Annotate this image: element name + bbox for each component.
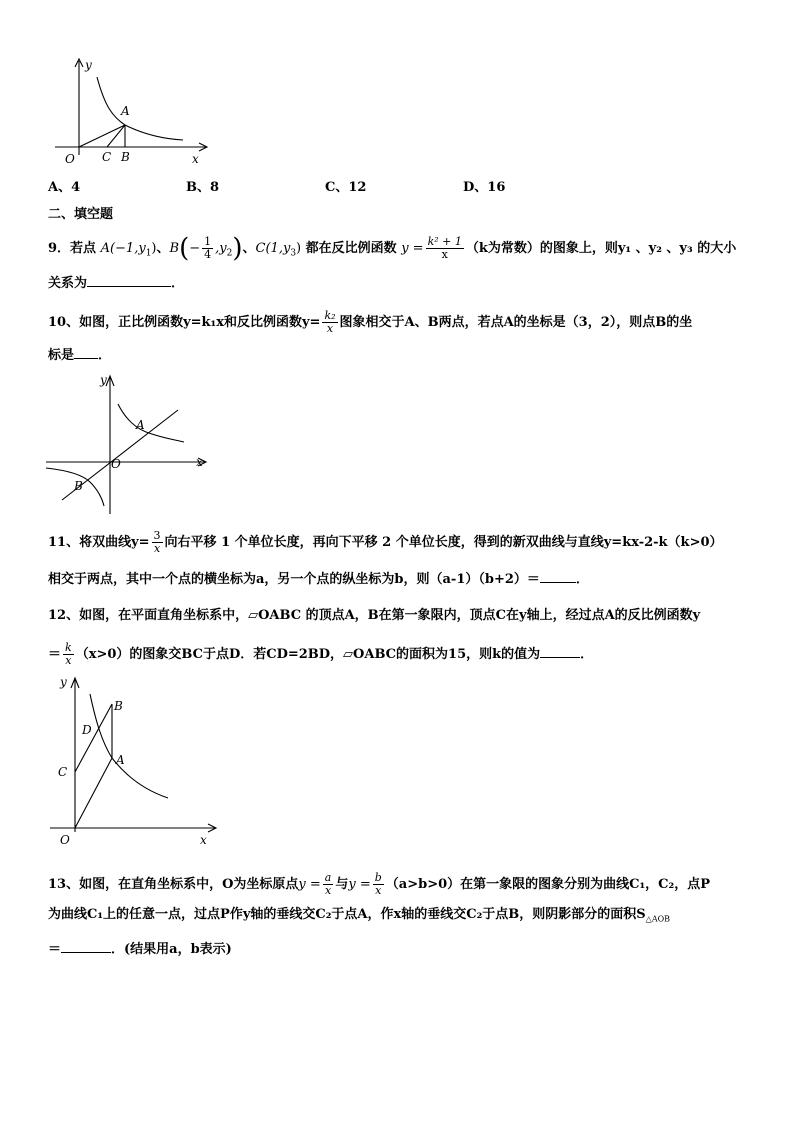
segment-CB — [75, 704, 112, 772]
q11-fraction: $\frac{3}{x}$ — [153, 529, 161, 555]
q13-answer-blank[interactable] — [61, 940, 111, 953]
q9-tail: （k为常数）的图象上，则y₁ 、y₂ 、y₃ 的大小 — [465, 241, 737, 256]
q11-answer-blank[interactable] — [540, 570, 576, 583]
label-B: B — [121, 150, 130, 164]
label-C: C — [58, 765, 68, 779]
question-11-line-1: 11、将双曲线y= $\frac{3}{x}$ 向右平移 1 个单位长度，再向下平移 2 个单位长度，得到的新双曲线与直线y=kx-2-k（k>0） — [48, 529, 723, 555]
q9-func-fraction: $\frac{\text{k² + 1}}{x}$ — [427, 235, 462, 261]
q13-fraction-b: $\frac{b}{x}$ — [374, 871, 382, 897]
choice-b: B、8 — [186, 180, 220, 195]
question-9-line-2: 关系为 ． — [48, 276, 185, 291]
hyperbola-curve — [90, 694, 168, 798]
label-B: B — [74, 479, 83, 493]
q9-point-A: A(−1,y — [100, 241, 146, 256]
question-10-line-1: 10、如图，正比例函数y=k₁x和反比例函数y= $\frac{\text{k₂}}{x}$ 图象相交于A、B两点，若点A的坐标是（3，2），则点B的坐 — [48, 309, 693, 335]
label-y: y — [85, 58, 92, 72]
figure-3 — [50, 672, 222, 852]
label-y: y — [60, 675, 67, 689]
label-A: A — [116, 753, 125, 767]
label-O: O — [60, 833, 70, 847]
question-12-line-1: 12、如图，在平面直角坐标系中，▱OABC 的顶点A，B在第一象限内，顶点C在y轴上，经过点A的反比例函数y — [48, 608, 701, 623]
choice-d: D、16 — [463, 180, 506, 195]
q9-sep-2: 、 — [242, 241, 256, 256]
choice-c: C、12 — [325, 180, 367, 195]
q13-fraction-a: $\frac{a}{x}$ — [324, 871, 332, 897]
q9-number: 9．若点 — [48, 241, 97, 256]
section-title: 二、填空题 — [48, 207, 114, 222]
label-x: x — [200, 833, 207, 847]
label-y: y — [100, 373, 107, 387]
label-x: x — [196, 455, 203, 469]
figure-2 — [44, 370, 214, 518]
label-D: D — [82, 723, 92, 737]
label-B: B — [114, 699, 123, 713]
q9-mid: 都在反比例函数 — [305, 241, 397, 256]
q9-answer-blank[interactable] — [87, 274, 171, 287]
q12-answer-blank[interactable] — [540, 645, 580, 658]
q12-fraction: $\frac{k}{x}$ — [65, 641, 72, 667]
segment-CA — [107, 125, 125, 147]
question-11-line-2: 相交于两点，其中一个点的横坐标为a，另一个点的纵坐标为b，则（a-1）（b+2）＝ ． — [48, 572, 589, 587]
label-C: C — [102, 150, 112, 164]
label-x: x — [192, 152, 199, 166]
question-13-line-3: ＝ ．(结果用a，b表示) — [48, 942, 232, 957]
segment-OA — [75, 758, 112, 828]
label-A: A — [136, 418, 145, 432]
question-13-line-2: 为曲线C₁上的任意一点，过点P作y轴的垂线交C₂于点A，作x轴的垂线交C₂于点B，则阴影部分的面积$S_{\triangle AOB}$ — [48, 907, 671, 924]
question-9-line-1: 9．若点 $A(-1,y_1)$、B(− $\frac{1}{4}$ $,y_2$)、$C(1,y_3)$ 都在反比例函数 y = $\frac{\text{k² + 1}}{x}$ （k为常数）的图象上，则y₁ 、y₂ 、y₃ 的大小 — [48, 233, 737, 264]
label-O: O — [65, 152, 75, 166]
question-12-line-2: ＝ $\frac{k}{x}$ （x>0）的图象交BC于点D．若CD=2BD，▱OABC的面积为15，则k的值为 ． — [48, 641, 594, 667]
q9-sep-1: 、 — [156, 241, 170, 256]
hyperbola-curve — [97, 77, 183, 140]
q9-fraction-1-4: $\frac{1}{4}$ — [204, 235, 212, 261]
q9-func-y: y = — [401, 241, 424, 256]
q9-point-B: B — [169, 241, 180, 256]
question-10-line-2: 标是 ． — [48, 348, 112, 363]
segment-OA — [79, 125, 125, 147]
hyperbola-branch-1 — [118, 404, 184, 442]
question-13-line-1: 13、如图，在直角坐标系中，O为坐标原点y = $\frac{a}{x}$ 与y = $\frac{b}{x}$ （a>b>0）在第一象限的图象分别为曲线C₁，C₂，点P — [48, 871, 710, 897]
label-A: A — [121, 104, 130, 118]
label-O: O — [111, 457, 121, 471]
figure-1 — [45, 55, 215, 175]
q10-fraction: $\frac{\text{k₂}}{x}$ — [324, 309, 336, 335]
q10-answer-blank[interactable] — [74, 346, 98, 359]
choice-a: A、4 — [48, 180, 81, 195]
q9-point-C: C(1,y — [255, 241, 291, 256]
